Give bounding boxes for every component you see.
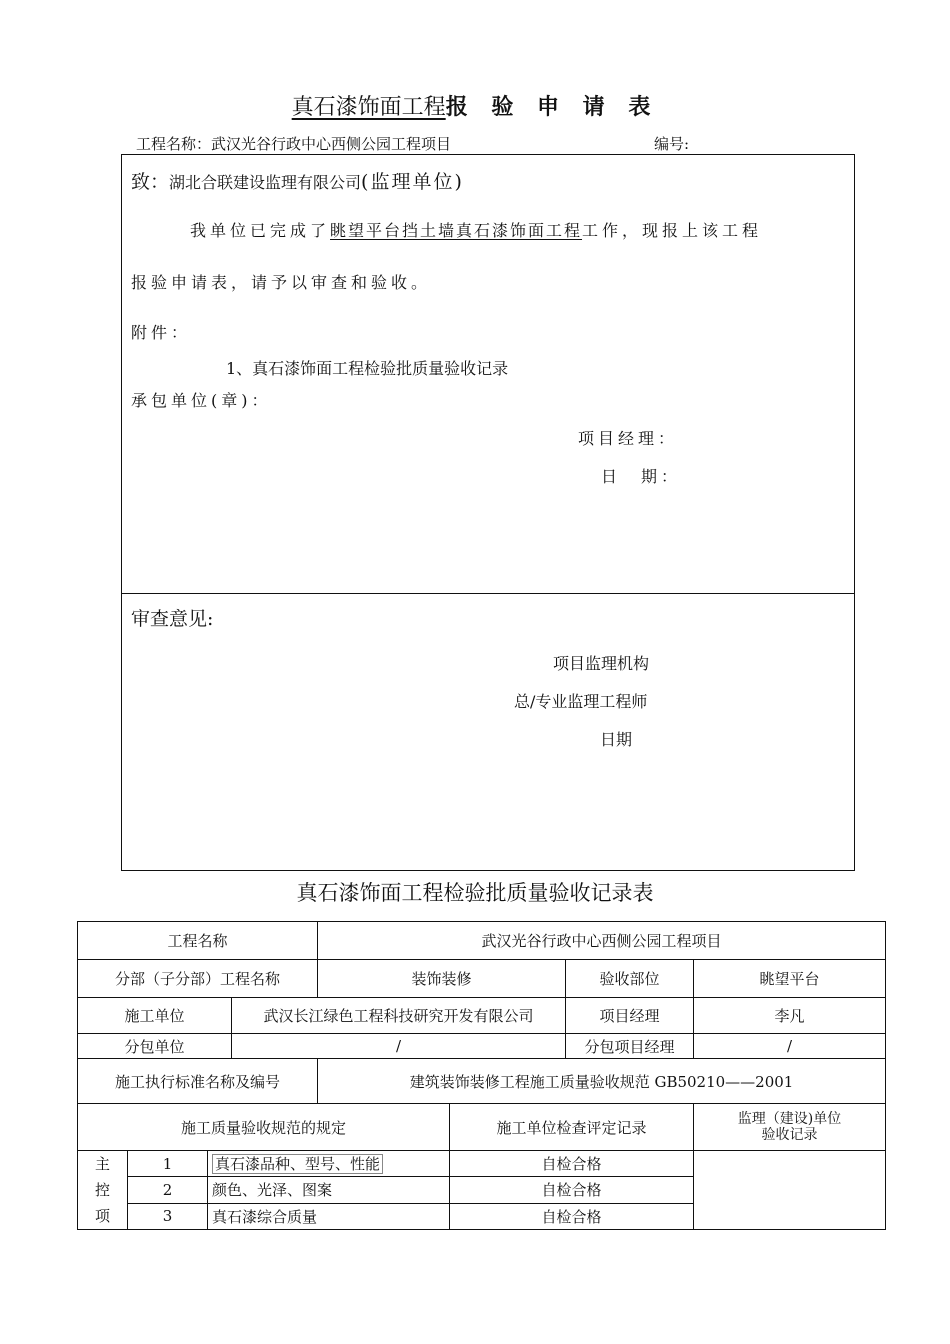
- construction-unit-value-cell: 武汉长江绿色工程科技研究开发有限公司: [232, 998, 566, 1034]
- review-date: 日期: [600, 730, 633, 749]
- attachment-label: 附件：: [131, 323, 192, 342]
- item-name-cell: [208, 1151, 450, 1177]
- main-control-char: 控: [94, 1181, 110, 1199]
- section-divider: [121, 593, 855, 594]
- attachment-item: 1、真石漆饰面工程检验批质量验收记录: [226, 359, 509, 378]
- to-suffix: (监理单位): [361, 171, 464, 193]
- chief-engineer: 总/专业监理工程师: [514, 692, 648, 711]
- standard-value-cell: 建筑装饰装修工程施工质量验收规范 GB50210——2001: [318, 1059, 886, 1104]
- col-check-header: 施工单位检查评定记录: [450, 1104, 694, 1151]
- acceptance-record-cell: [694, 1151, 886, 1230]
- item-name-cell: 颜色、光泽、图案: [208, 1177, 450, 1203]
- table-row: [78, 998, 886, 1034]
- location-value-cell: 眺望平台: [694, 960, 886, 998]
- body-prefix: 我单位已完成了: [190, 221, 331, 240]
- supervision-org: 项目监理机构: [553, 654, 650, 673]
- contractor-label: 承包单位(章)：: [131, 391, 272, 410]
- project-label: 工程名称：: [136, 135, 212, 153]
- table-row: [78, 960, 886, 998]
- table-row: [78, 1059, 886, 1104]
- pm-value-cell: 李凡: [694, 998, 886, 1034]
- sub-pm-label-cell: 分包项目经理: [566, 1034, 694, 1059]
- item-no-cell: 1: [128, 1151, 208, 1177]
- item-result-cell: 自检合格: [450, 1151, 694, 1177]
- item-result-cell: 自检合格: [450, 1203, 694, 1229]
- number-label: 编号:: [654, 135, 690, 153]
- col-spec-header: 施工质量验收规范的规定: [78, 1104, 450, 1151]
- table-row: [78, 1034, 886, 1059]
- main-control-cell: [78, 1151, 128, 1230]
- item-no-cell: 3: [128, 1203, 208, 1229]
- project-name-label-cell: 工程名称: [78, 922, 318, 960]
- to-line: [131, 167, 464, 194]
- manager-label: 项目经理：: [578, 429, 679, 448]
- col-accept-line1: 监理（建设)单位: [737, 1111, 842, 1127]
- form-title-plain: 真石漆饰面工程: [291, 95, 446, 120]
- location-label-cell: 验收部位: [566, 960, 694, 998]
- project-name: 武汉光谷行政中心西侧公园工程项目: [211, 135, 452, 153]
- item-no-cell: 2: [128, 1177, 208, 1203]
- table-row: [78, 922, 886, 960]
- sub-pm-value-cell: /: [694, 1034, 886, 1059]
- main-control-char: 项: [94, 1207, 110, 1225]
- col-accept-header: [694, 1104, 886, 1151]
- table-row: [78, 1151, 886, 1177]
- standard-label-cell: 施工执行标准名称及编号: [78, 1059, 318, 1104]
- body-line-2: 报验申请表，请予以审查和验收。: [131, 273, 432, 292]
- review-label: 审查意见:: [131, 608, 214, 630]
- project-name-value-cell: 武汉光谷行政中心西侧公园工程项目: [318, 922, 886, 960]
- form-title: [0, 90, 950, 121]
- body-suffix: 工作，现报上该工程: [582, 221, 763, 240]
- construction-unit-label-cell: 施工单位: [78, 998, 232, 1034]
- item-name: 真石漆品种、型号、性能: [212, 1154, 383, 1174]
- record-title: 真石漆饰面工程检验批质量验收记录表: [296, 881, 654, 905]
- subdivision-value-cell: 装饰装修: [318, 960, 566, 998]
- col-accept-line2: 验收记录: [761, 1127, 818, 1143]
- table-header-row: [78, 1104, 886, 1151]
- to-company: 湖北合联建设监理有限公司: [169, 173, 362, 192]
- main-control-char: 主: [94, 1155, 110, 1173]
- to-label: 致：: [131, 171, 170, 193]
- body-work: 眺望平台挡土墙真石漆饰面工程: [330, 221, 583, 240]
- body-line-1: [190, 218, 762, 241]
- item-name-cell: 真石漆综合质量: [208, 1203, 450, 1229]
- application-box: [121, 154, 855, 871]
- subdivision-label-cell: 分部（子分部）工程名称: [78, 960, 318, 998]
- form-title-bold: 报 验 申 请 表: [445, 94, 659, 120]
- item-result-cell: 自检合格: [450, 1177, 694, 1203]
- subcontractor-label-cell: 分包单位: [78, 1034, 232, 1059]
- record-table: [77, 921, 886, 1230]
- subcontractor-value-cell: /: [232, 1034, 566, 1059]
- pm-label-cell: 项目经理: [566, 998, 694, 1034]
- date-label: 日 期：: [601, 467, 682, 486]
- project-name-line: [136, 133, 451, 154]
